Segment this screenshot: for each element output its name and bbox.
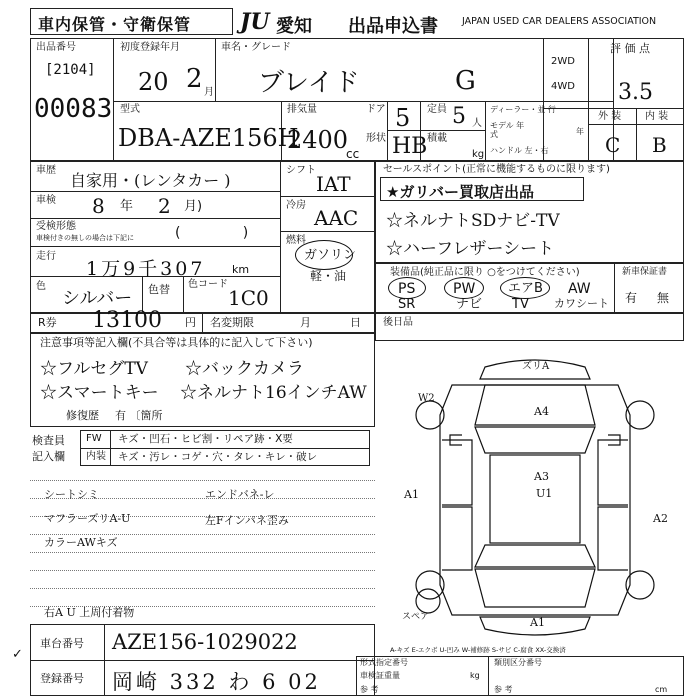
color-code: 1C0 bbox=[228, 286, 269, 310]
warranty-label: 新車保証書 bbox=[622, 267, 668, 277]
car-grade: G bbox=[455, 66, 476, 96]
inspection-year: 8 bbox=[92, 194, 105, 218]
note-4: ☆ネルナト16インチAW bbox=[180, 383, 367, 403]
color-code-label: 色コード bbox=[188, 279, 228, 290]
displacement-unit: cc bbox=[346, 147, 360, 161]
equipment-label: 装備品(純正品に限り ○をつけてください) bbox=[390, 267, 580, 278]
color-change-label: 色替 bbox=[148, 283, 170, 296]
capacity-label: 定員 bbox=[427, 104, 447, 115]
lot-number-label: 出品番号 bbox=[36, 42, 76, 53]
sales-point-1: ☆ネルナトSDナビ-TV bbox=[386, 211, 560, 231]
reg-form-label: 受検形態 bbox=[36, 221, 76, 232]
lot-prefix: [2104] bbox=[45, 62, 96, 78]
handwritten-note-1: シートシミ bbox=[44, 488, 99, 501]
notes-label: 注意事項等記入欄(不具合等は具体的に記入して下さい) bbox=[40, 336, 313, 349]
shape-label: 形状 bbox=[366, 133, 386, 144]
doors-value: 5 bbox=[395, 104, 411, 132]
class-number-label: 類別区分番号 bbox=[494, 658, 542, 667]
damage-legend: A-キズ E-エクボ U-凹み W-補修跡 S-サビ C-腐食 XX-交換済 bbox=[390, 646, 566, 654]
mark-a1-left: A1 bbox=[404, 488, 419, 501]
rating-score: 3.5 bbox=[618, 80, 653, 105]
sales-points-label: セールスポイント(正常に機能するものに限ります) bbox=[383, 164, 610, 175]
chassis-label: 車台番号 bbox=[40, 637, 84, 650]
displacement-label: 排気量 bbox=[287, 104, 317, 115]
inspection-label: 車検 bbox=[36, 195, 56, 206]
registration-year: 20 bbox=[138, 68, 169, 96]
load-label: 積載 bbox=[427, 133, 447, 144]
handle-label: ハンドル 左・右 bbox=[490, 146, 549, 155]
reg-form-note: 車検付きの無しの場合は下記に bbox=[36, 234, 134, 242]
capacity-unit: 人 bbox=[472, 118, 482, 129]
mark-a4: A4 bbox=[534, 405, 549, 418]
note-3: ☆スマートキー bbox=[40, 383, 159, 403]
plate-value: 岡崎 332 わ 6 02 bbox=[112, 670, 321, 694]
sales-banner: ★ガリバー買取店出品 bbox=[386, 183, 534, 201]
mark-u1: U1 bbox=[536, 487, 553, 500]
drive-4wd: 4WD bbox=[551, 81, 575, 92]
mileage-value: 1万9千307 bbox=[86, 258, 206, 280]
mark-a1-rear: A1 bbox=[530, 616, 545, 629]
pw-circle bbox=[444, 277, 484, 299]
cert-weight-label: 車検証重量 bbox=[360, 671, 400, 680]
inspection-month-unit: 月) bbox=[184, 199, 203, 214]
interior-check-items: キズ・汚レ・コゲ・穴・タレ・キレ・破レ bbox=[118, 451, 318, 463]
model-code: DBA-AZE156H bbox=[118, 124, 299, 152]
repair-history-value: 有 〔箇所 bbox=[115, 409, 163, 422]
capacity-value: 5 bbox=[452, 104, 466, 129]
model-label: 型式 bbox=[120, 104, 140, 115]
spare-label: スペア bbox=[402, 612, 430, 622]
chassis-value: AZE156-1029022 bbox=[112, 630, 298, 654]
rating-label: 評 価 点 bbox=[610, 42, 650, 55]
model-year-label: モデル 年式 bbox=[490, 121, 525, 139]
inspection-month: 2 bbox=[158, 194, 171, 218]
note-2: ☆バックカメラ bbox=[185, 359, 304, 379]
shape-value: HB bbox=[392, 134, 428, 159]
recycle-value: 13100 bbox=[92, 308, 162, 333]
name-change-label: 名変期限 bbox=[210, 316, 254, 329]
recycle-label: R券 bbox=[38, 316, 57, 329]
mileage-unit: km bbox=[232, 263, 250, 276]
interior-check-label: 内装 bbox=[86, 451, 106, 462]
cooling-label: 冷房 bbox=[286, 200, 306, 211]
name-change-month: 月 bbox=[300, 316, 311, 329]
load-unit: kg bbox=[472, 149, 485, 160]
aftermarket-label: 後日品 bbox=[383, 317, 413, 328]
english-association-name: JAPAN USED CAR DEALERS ASSOCIATION bbox=[462, 16, 657, 27]
airbag-circle bbox=[500, 277, 550, 299]
color-label: 色 bbox=[36, 281, 46, 292]
warranty-have: 有 bbox=[625, 291, 638, 305]
mark-a3: A3 bbox=[534, 470, 549, 483]
fw-items: キズ・凹石・ヒビ割・リペア跡・X要 bbox=[118, 433, 293, 445]
displacement-value: 2400 bbox=[287, 126, 349, 154]
first-registration-label: 初度登録年月 bbox=[120, 42, 180, 53]
equipment-tv: TV bbox=[512, 297, 529, 312]
car-name: ブレイド bbox=[258, 68, 360, 98]
equipment-navi: ナビ bbox=[456, 297, 483, 312]
handwritten-note-4: 左Fインパネ歪み bbox=[205, 514, 289, 527]
equipment-pw: PW bbox=[453, 281, 476, 297]
dealer-label: ディーラー・並 行 bbox=[490, 105, 556, 114]
ref-label-1: 参 考 bbox=[360, 685, 379, 694]
document-title: 出品申込書 bbox=[348, 16, 438, 37]
ju-logo: JU bbox=[240, 9, 270, 35]
reg-form-paren: ( ) bbox=[175, 225, 249, 241]
fuel-gasoline: ガソリン bbox=[304, 248, 357, 263]
mark-w2: W2 bbox=[418, 393, 435, 404]
aftermarket-box bbox=[375, 313, 684, 341]
sales-point-2: ☆ハーフレザーシート bbox=[386, 239, 555, 259]
equipment-airbag: エアB bbox=[508, 281, 543, 296]
check-mark: ✓ bbox=[12, 647, 23, 662]
history-value: 自家用・(レンタカー ) bbox=[70, 171, 231, 190]
shift-label: シフト bbox=[286, 165, 316, 176]
handwritten-note-5: カラーAWキズ bbox=[44, 536, 118, 549]
exterior-grade: C bbox=[605, 133, 621, 157]
equipment-ps: PS bbox=[398, 281, 416, 297]
car-damage-diagram bbox=[390, 345, 680, 645]
history-label: 車歴 bbox=[36, 165, 56, 176]
storage-label: 車内保管・守衛保管 bbox=[38, 15, 192, 34]
doors-label: ドア bbox=[366, 104, 386, 115]
fw-label: FW bbox=[86, 433, 102, 444]
cooling-value: AAC bbox=[314, 206, 359, 230]
fuel-label: 燃料 bbox=[286, 235, 306, 246]
handwritten-note-2: エンドバネ-レ bbox=[205, 488, 275, 501]
note-1: ☆フルセグTV bbox=[40, 359, 148, 379]
plate-label: 登録番号 bbox=[40, 672, 84, 685]
association-name: 愛知 bbox=[276, 16, 312, 37]
ps-circle bbox=[388, 277, 426, 299]
equipment-sr: SR bbox=[398, 297, 416, 312]
mark-front-bumper: ズリA bbox=[522, 361, 550, 372]
equipment-leather-seat: カワシート bbox=[554, 297, 609, 310]
repair-history-label: 修復歴 bbox=[66, 409, 99, 422]
checker-label-1: 検査員 bbox=[32, 434, 65, 447]
registration-month: 2 bbox=[186, 64, 203, 94]
handwritten-note-6: 右A U 上周付着物 bbox=[44, 606, 135, 619]
lot-number: 00083 bbox=[34, 94, 113, 124]
car-name-label: 車名・グレード bbox=[221, 42, 291, 53]
footer-cm: cm bbox=[655, 685, 668, 694]
warranty-none: 無 bbox=[657, 291, 670, 305]
color-value: シルバー bbox=[62, 288, 133, 309]
mark-a2: A2 bbox=[653, 512, 668, 525]
footer-kg: kg bbox=[470, 671, 480, 680]
registration-month-unit: 月 bbox=[204, 87, 214, 98]
name-change-day: 日 bbox=[350, 316, 361, 329]
mileage-label: 走行 bbox=[36, 251, 56, 262]
interior-label: 内 装 bbox=[645, 111, 669, 122]
handwritten-note-3: マフラーズリA-U bbox=[44, 512, 131, 525]
equipment-aw: AW bbox=[568, 281, 591, 297]
exterior-label: 外 装 bbox=[598, 111, 622, 122]
fuel-light-oil: 軽・油 bbox=[310, 269, 347, 283]
form-number-label: 形式指定番号 bbox=[360, 658, 408, 667]
inspection-year-unit: 年 bbox=[120, 199, 134, 214]
ref-label-2: 参 考 bbox=[494, 685, 513, 694]
recycle-unit: 円 bbox=[185, 316, 196, 329]
drive-2wd: 2WD bbox=[551, 56, 575, 67]
shift-value: IAT bbox=[316, 172, 351, 196]
interior-grade: B bbox=[652, 133, 667, 157]
checker-label-2: 記入欄 bbox=[32, 450, 65, 463]
model-year-unit: 年 bbox=[576, 127, 584, 136]
